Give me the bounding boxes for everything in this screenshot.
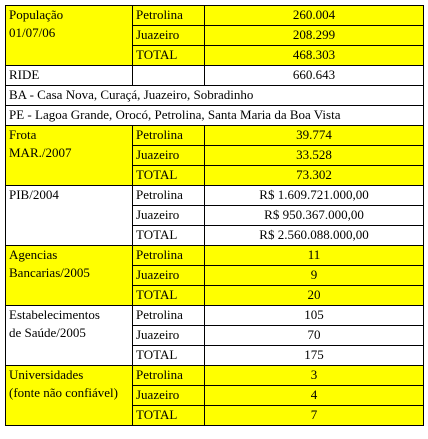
pib-city-cell[interactable]: Petrolina: [133, 186, 205, 206]
frota-city-cell[interactable]: Petrolina: [133, 126, 205, 146]
frota-value-cell[interactable]: 33.528: [205, 146, 424, 166]
saude-label-line1: Estabelecimentos: [9, 307, 100, 322]
ride-empty-cell[interactable]: [133, 66, 205, 86]
frota-value-cell[interactable]: 39.774: [205, 126, 424, 146]
frota-label-cell[interactable]: [6, 126, 133, 186]
statistics-sheet: [5, 5, 424, 426]
agencias-total-label-cell[interactable]: TOTAL: [133, 286, 205, 306]
universidades-city-cell[interactable]: Petrolina: [133, 366, 205, 386]
statistics-table: [5, 5, 424, 426]
pib-value-cell[interactable]: R$ 950.367.000,00: [205, 206, 424, 226]
universidades-value-cell[interactable]: 4: [205, 386, 424, 406]
populacao-city-cell[interactable]: Juazeiro: [133, 26, 205, 46]
saude-total-label-cell[interactable]: TOTAL: [133, 346, 205, 366]
table-row: [6, 366, 424, 386]
populacao-value-cell[interactable]: 208.299: [205, 26, 424, 46]
populacao-value-cell[interactable]: 260.004: [205, 6, 424, 26]
populacao-total-label-cell[interactable]: TOTAL: [133, 46, 205, 66]
saude-label-line2: de Saúde/2005: [9, 325, 86, 340]
populacao-label-line2: 01/07/06: [9, 25, 56, 40]
pib-total-value-cell[interactable]: R$ 2.560.088.000,00: [205, 226, 424, 246]
saude-city-cell[interactable]: Juazeiro: [133, 326, 205, 346]
frota-label-line2: MAR./2007: [9, 145, 72, 160]
agencias-label-line1: Agencias: [9, 247, 58, 262]
agencias-label-line2: Bancarias/2005: [9, 265, 90, 280]
universidades-total-value-cell[interactable]: 7: [205, 406, 424, 426]
ride-label-cell[interactable]: RIDE: [6, 66, 133, 86]
agencias-city-cell[interactable]: Petrolina: [133, 246, 205, 266]
table-row: [6, 6, 424, 26]
table-row: [6, 246, 424, 266]
agencias-value-cell[interactable]: 9: [205, 266, 424, 286]
table-row: [6, 106, 424, 126]
universidades-label-cell[interactable]: [6, 366, 133, 426]
table-row: [6, 306, 424, 326]
pib-city-cell[interactable]: Juazeiro: [133, 206, 205, 226]
table-row: [6, 66, 424, 86]
saude-city-cell[interactable]: Petrolina: [133, 306, 205, 326]
agencias-city-cell[interactable]: Juazeiro: [133, 266, 205, 286]
frota-total-label-cell[interactable]: TOTAL: [133, 166, 205, 186]
universidades-label-line2: (fonte não confiável): [9, 385, 119, 400]
pib-label-line1: PIB/2004: [9, 187, 59, 202]
agencias-label-cell[interactable]: [6, 246, 133, 306]
saude-value-cell[interactable]: 105: [205, 306, 424, 326]
table-row: [6, 126, 424, 146]
universidades-value-cell[interactable]: 3: [205, 366, 424, 386]
frota-total-value-cell[interactable]: 73.302: [205, 166, 424, 186]
saude-total-value-cell[interactable]: 175: [205, 346, 424, 366]
pib-value-cell[interactable]: R$ 1.609.721.000,00: [205, 186, 424, 206]
populacao-city-cell[interactable]: Petrolina: [133, 6, 205, 26]
populacao-label-line1: População: [9, 7, 64, 22]
frota-city-cell[interactable]: Juazeiro: [133, 146, 205, 166]
agencias-value-cell[interactable]: 11: [205, 246, 424, 266]
saude-label-cell[interactable]: [6, 306, 133, 366]
populacao-total-value-cell[interactable]: 468.303: [205, 46, 424, 66]
ride-ba-cell[interactable]: BA - Casa Nova, Curaçá, Juazeiro, Sobradinho: [6, 86, 424, 106]
universidades-label-line1: Universidades: [9, 367, 84, 382]
universidades-city-cell[interactable]: Juazeiro: [133, 386, 205, 406]
frota-label-line1: Frota: [9, 127, 37, 142]
table-row: [6, 86, 424, 106]
table-row: [6, 186, 424, 206]
ride-value-cell[interactable]: 660.643: [205, 66, 424, 86]
universidades-total-label-cell[interactable]: TOTAL: [133, 406, 205, 426]
ride-pe-cell[interactable]: PE - Lagoa Grande, Orocó, Petrolina, Santa Maria da Boa Vista: [6, 106, 424, 126]
populacao-label-cell[interactable]: [6, 6, 133, 66]
saude-value-cell[interactable]: 70: [205, 326, 424, 346]
agencias-total-value-cell[interactable]: 20: [205, 286, 424, 306]
pib-total-label-cell[interactable]: TOTAL: [133, 226, 205, 246]
pib-label-cell[interactable]: [6, 186, 133, 246]
